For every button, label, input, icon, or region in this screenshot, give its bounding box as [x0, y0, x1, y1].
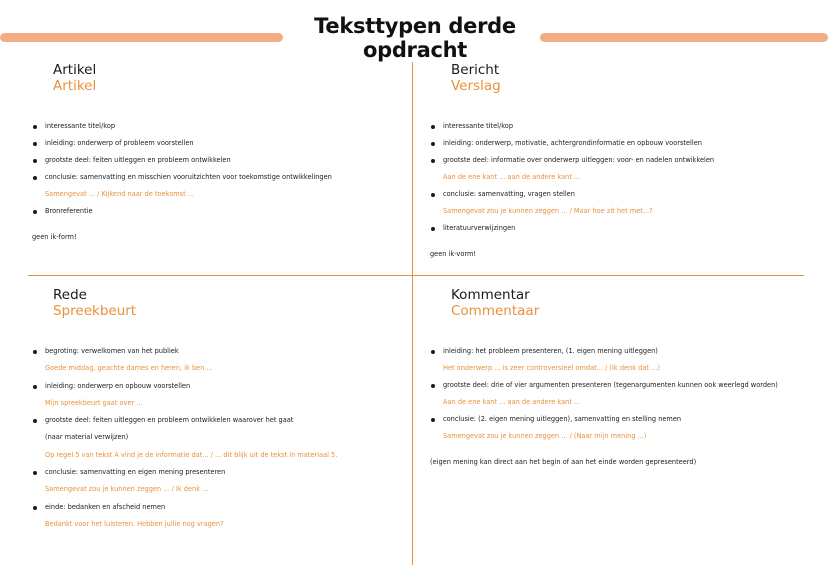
heading-dutch: Artikel [53, 78, 97, 94]
vertical-divider [412, 62, 413, 565]
example-phrase: Samengevat zou je kunnen zeggen ... / Ik denk ... [45, 485, 209, 494]
example-phrase: Bedankt voor het luisteren. Hebben jullie nog vragen? [45, 519, 224, 528]
example-phrase: Mijn spreekbeurt gaat over ... [45, 398, 143, 407]
heading-dutch: Verslag [451, 78, 501, 94]
bullet-list [430, 118, 810, 237]
list-item [430, 186, 810, 220]
list-item [32, 118, 402, 135]
bullet-text: interessante titel/kop [430, 118, 810, 135]
list-item [430, 411, 825, 445]
list-item [430, 118, 810, 135]
heading-original: Artikel [53, 62, 97, 78]
example-phrase: Samengevat ... / Kijkend naar de toekomst ... [45, 190, 195, 198]
bullet-text: conclusie: samenvatting en misschien vooruitzichten voor toekomstige ontwikkelingen [32, 169, 402, 186]
quadrant-spreekbeurt [32, 287, 407, 533]
title-bar-right [540, 33, 828, 42]
bullet-text: grootste deel: feiten uitleggen en probleem ontwikkelen waarover het gaat [32, 412, 407, 429]
page-title: Teksttypen derde opdracht [314, 14, 516, 62]
list-item [430, 135, 810, 152]
example-phrase: Samengevat zou je kunnen zeggen ... / (Naar mijn mening ...) [443, 432, 647, 440]
list-item [32, 343, 407, 378]
quadrant-artikel [32, 62, 402, 246]
list-item [430, 220, 810, 237]
horizontal-divider [28, 275, 804, 276]
bullet-text: inleiding: onderwerp, motivatie, achtergrondinformatie en opbouw voorstellen [430, 135, 810, 152]
bullet-text: inleiding: onderwerp en opbouw voorstellen [32, 378, 407, 395]
example-phrase: Goede middag, geachte dames en heren, ik ben ... [45, 364, 213, 373]
heading-dutch: Spreekbeurt [53, 303, 137, 319]
bullet-list [32, 343, 407, 533]
bullet-remark: (naar material verwijzen) [45, 433, 129, 442]
heading-dutch: Commentaar [451, 303, 540, 319]
note: geen ik-vorm! [430, 250, 477, 258]
list-item [430, 377, 825, 411]
heading-original: Rede [53, 287, 87, 303]
list-item [32, 499, 407, 534]
example-phrase: Aan de ene kant ... aan de andere kant ... [443, 173, 581, 181]
example-phrase: Samengevat zou je kunnen zeggen ... / Maar hoe zit het met...? [443, 207, 653, 215]
list-item [32, 378, 407, 413]
bullet-text: conclusie: samenvatting en eigen mening presenteren [32, 464, 407, 481]
bullet-list [430, 343, 825, 445]
bullet-text: inleiding: het probleem presenteren, (1. eigen mening uitleggen) [430, 343, 825, 360]
bullet-text: conclusie: (2. eigen mening uitleggen), samenvatting en stelling nemen [430, 411, 825, 428]
title-bar-left [0, 33, 283, 42]
bullet-text: einde: bedanken en afscheid nemen [32, 499, 407, 516]
heading-original: Bericht [451, 62, 500, 78]
bullet-text: interessante titel/kop [32, 118, 402, 135]
quadrant-verslag [430, 62, 810, 263]
bullet-list [32, 118, 402, 220]
list-item [430, 343, 825, 377]
list-item [32, 203, 402, 220]
bullet-text: grootste deel: informatie over onderwerp uitleggen: voor- en nadelen ontwikkelen [430, 152, 810, 169]
example-phrase: Het onderwerp ... is zeer controversieel omdat... / (Ik denk dat ...) [443, 364, 660, 372]
list-item [32, 412, 407, 464]
note: (eigen mening kan direct aan het begin of aan het einde worden gepresenteerd) [430, 458, 697, 466]
quadrant-commentaar [430, 287, 825, 471]
bullet-text: begroting: verwelkomen van het publiek [32, 343, 407, 360]
bullet-text: literatuurverwijzingen [430, 220, 810, 237]
note: geen ik-form! [32, 233, 77, 241]
example-phrase: Op regel 5 van tekst A vind je de informatie dat... / ... dit blijk uit de tekst in materiaal 5. [45, 450, 338, 459]
list-item [32, 152, 402, 169]
list-item [430, 152, 810, 186]
bullet-text: grootste deel: feiten uitleggen en probleem ontwikkelen [32, 152, 402, 169]
example-phrase: Aan de ene kant ... aan de andere kant ... [443, 398, 581, 406]
bullet-text: grootste deel: drie of vier argumenten presenteren (tegenargumenten kunnen ook weerlegd worden) [430, 377, 825, 394]
list-item [32, 464, 407, 499]
list-item [32, 135, 402, 152]
heading-original: Kommentar [451, 287, 530, 303]
list-item [32, 169, 402, 203]
bullet-text: conclusie: samenvatting, vragen stellen [430, 186, 810, 203]
bullet-text: Bronreferentie [32, 203, 402, 220]
bullet-text: inleiding: onderwerp of probleem voorstellen [32, 135, 402, 152]
